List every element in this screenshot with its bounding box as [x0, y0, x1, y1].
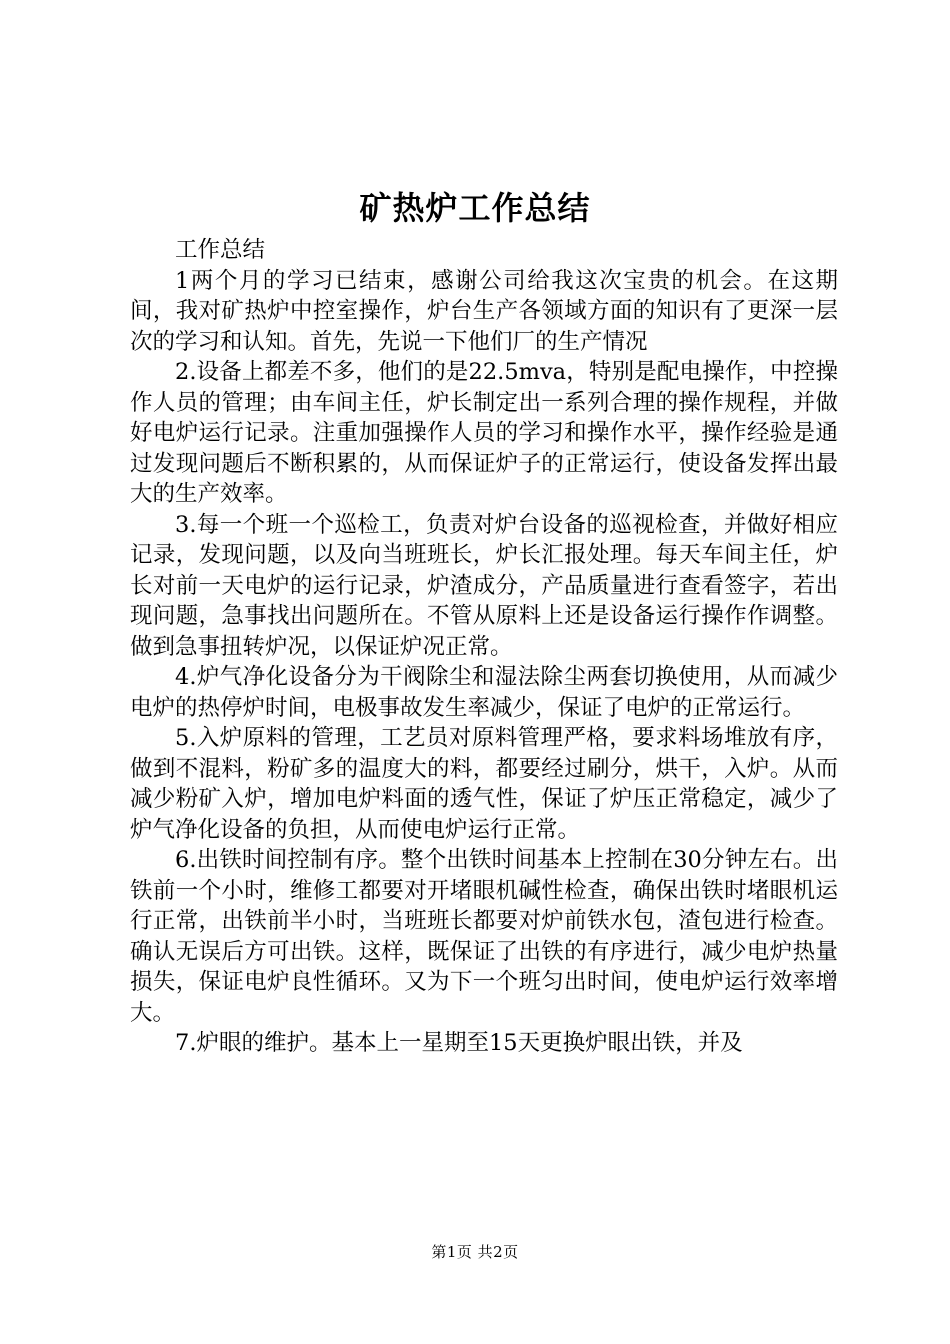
- paragraph-2: 2.设备上都差不多，他们的是22.5mva，特别是配电操作，中控操作人员的管理；由车间主任，炉长制定出一系列合理的操作规程，并做好电炉运行记录。注重加强操作人员的学习和操作水平，操作经验是通过发现问题后不断积累的，从而保证炉子的正常运行，使设备发挥出最大的生产效率。: [130, 359, 838, 507]
- paragraph-4: 4.炉气净化设备分为干阀除尘和湿法除尘两套切换使用，从而减少电炉的热停炉时间，电极事故发生率减少，保证了电炉的正常运行。: [130, 664, 838, 721]
- paragraph-heading: 工作总结: [175, 237, 266, 263]
- paragraph-3: 3.每一个班一个巡检工，负责对炉台设备的巡视检查，并做好相应记录，发现问题，以及向当班班长，炉长汇报处理。每天车间主任，炉长对前一天电炉的运行记录，炉渣成分，产品质量进行查看签字，若出现问题，急事找出问题所在。不管从原料上还是设备运行操作作调整。做到急事扭转炉况，以保证炉况正常。: [130, 511, 838, 660]
- document-title: 矿热炉工作总结: [359, 189, 591, 227]
- document-body: [130, 235, 838, 1059]
- page-number-footer: 第1页 共2页: [431, 1243, 519, 1261]
- paragraph-1: 1两个月的学习已结束，感谢公司给我这次宝贵的机会。在这期间，我对矿热炉中控室操作，炉台生产各领域方面的知识有了更深一层次的学习和认知。首先，先说一下他们厂的生产情况: [130, 267, 838, 355]
- paragraph-7: 7.炉眼的维护。基本上一星期至15天更换炉眼出铁，并及: [175, 1030, 743, 1056]
- paragraph-6: 6.出铁时间控制有序。整个出铁时间基本上控制在30分钟左右。出铁前一个小时，维修工都要对开堵眼机碱性检查，确保出铁时堵眼机运行正常，出铁前半小时，当班班长都要对炉前铁水包，渣包进行检查。确认无误后方可出铁。这样，既保证了出铁的有序进行，减少电炉热量损失，保证电炉良性循环。又为下一个班匀出时间，使电炉运行效率增大。: [130, 847, 838, 1026]
- paragraph-5: 5.入炉原料的管理，工艺员对原料管理严格，要求料场堆放有序，做到不混料，粉矿多的温度大的料，都要经过刷分，烘干，入炉。从而减少粉矿入炉，增加电炉料面的透气性，保证了炉压正常稳定，减少了炉气净化设备的负担，从而使电炉运行正常。: [130, 725, 838, 843]
